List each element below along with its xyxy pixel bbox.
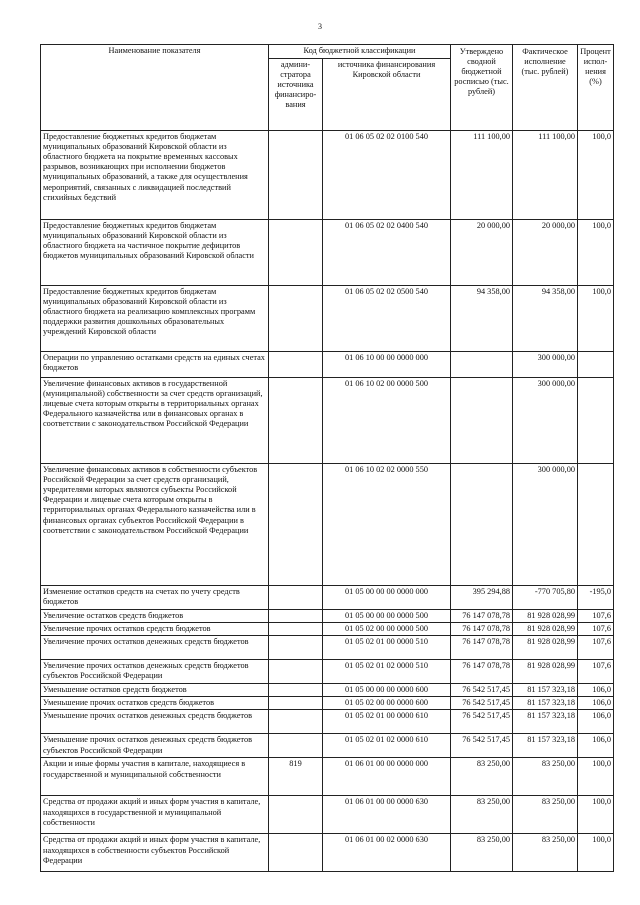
row-admin bbox=[269, 610, 323, 623]
row-actual: 81 928 028,99 bbox=[513, 610, 578, 623]
row-actual: 81 157 323,18 bbox=[513, 697, 578, 710]
row-actual: 94 358,00 bbox=[513, 286, 578, 352]
row-actual: 83 250,00 bbox=[513, 796, 578, 834]
row-name: Предоставление бюджетных кредитов бюджетам муниципальных образований Кировской области из областного бюджета на реализацию комплексных программ поддержки развития дошкольных образовательных учреждений Кировской области bbox=[41, 286, 269, 352]
row-actual: 300 000,00 bbox=[513, 464, 578, 586]
row-code: 01 05 00 00 00 0000 500 bbox=[323, 610, 451, 623]
table-row bbox=[41, 636, 614, 660]
row-name: Увеличение финансовых активов в государственной (муниципальной) собственности за счет средств организаций, лицевые счета которым открыты в территориальных органах Федерального казначейства или в финансовых органах в соответствии с законодательством Российской Федерации bbox=[41, 378, 269, 464]
row-approved: 76 542 517,45 bbox=[451, 684, 513, 697]
row-actual: -770 705,80 bbox=[513, 586, 578, 610]
row-code: 01 05 02 00 00 0000 600 bbox=[323, 697, 451, 710]
row-code: 01 05 02 01 00 0000 510 bbox=[323, 636, 451, 660]
row-code: 01 05 02 01 00 0000 610 bbox=[323, 710, 451, 734]
row-actual: 81 928 028,99 bbox=[513, 636, 578, 660]
row-approved bbox=[451, 464, 513, 586]
row-name: Операции по управлению остатками средств на единых счетах бюджетов bbox=[41, 352, 269, 378]
row-actual: 300 000,00 bbox=[513, 378, 578, 464]
page-number: 3 bbox=[318, 22, 322, 31]
row-percent: 106,0 bbox=[578, 734, 614, 758]
row-admin bbox=[269, 697, 323, 710]
row-percent: 106,0 bbox=[578, 684, 614, 697]
row-code: 01 06 05 02 02 0100 540 bbox=[323, 131, 451, 220]
row-percent: 107,6 bbox=[578, 610, 614, 623]
header-source: источника финансирования Кировской области bbox=[323, 59, 451, 131]
row-actual: 81 157 323,18 bbox=[513, 734, 578, 758]
row-percent: 100,0 bbox=[578, 220, 614, 286]
row-admin bbox=[269, 131, 323, 220]
row-approved: 83 250,00 bbox=[451, 796, 513, 834]
row-name: Уменьшение прочих остатков средств бюджетов bbox=[41, 697, 269, 710]
row-admin bbox=[269, 684, 323, 697]
row-percent: 100,0 bbox=[578, 131, 614, 220]
row-admin: 819 bbox=[269, 758, 323, 796]
row-code: 01 06 01 00 02 0000 630 bbox=[323, 834, 451, 872]
table-row bbox=[41, 734, 614, 758]
row-actual: 81 928 028,99 bbox=[513, 623, 578, 636]
row-approved: 76 147 078,78 bbox=[451, 660, 513, 684]
row-admin bbox=[269, 623, 323, 636]
row-approved bbox=[451, 378, 513, 464]
table-row bbox=[41, 660, 614, 684]
row-name: Уменьшение прочих остатков денежных средств бюджетов субъектов Российской Федерации bbox=[41, 734, 269, 758]
row-code: 01 06 01 00 00 0000 630 bbox=[323, 796, 451, 834]
row-admin bbox=[269, 636, 323, 660]
row-name: Предоставление бюджетных кредитов бюджетам муниципальных образований Кировской области из областного бюджета на покрытие временных кассовых разрывов, возникающих при исполнении бюджетов муниципальных образований, а также для осуществления мероприятий, связанных с ликвидацией последствий стихийных бедствий bbox=[41, 131, 269, 220]
row-approved: 395 294,88 bbox=[451, 586, 513, 610]
row-code: 01 06 05 02 02 0400 540 bbox=[323, 220, 451, 286]
row-approved: 111 100,00 bbox=[451, 131, 513, 220]
table-row bbox=[41, 710, 614, 734]
row-percent bbox=[578, 464, 614, 586]
row-name: Акции и иные формы участия в капитале, находящиеся в государственной и муниципальной собственности bbox=[41, 758, 269, 796]
row-actual: 81 928 028,99 bbox=[513, 660, 578, 684]
row-approved: 20 000,00 bbox=[451, 220, 513, 286]
table-row bbox=[41, 586, 614, 610]
row-code: 01 06 01 00 00 0000 000 bbox=[323, 758, 451, 796]
row-name: Уменьшение остатков средств бюджетов bbox=[41, 684, 269, 697]
table-row bbox=[41, 610, 614, 623]
row-percent: 107,6 bbox=[578, 636, 614, 660]
row-admin bbox=[269, 796, 323, 834]
row-code: 01 05 00 00 00 0000 600 bbox=[323, 684, 451, 697]
row-approved: 94 358,00 bbox=[451, 286, 513, 352]
row-name: Увеличение прочих остатков средств бюджетов bbox=[41, 623, 269, 636]
table-row bbox=[41, 131, 614, 220]
row-admin bbox=[269, 220, 323, 286]
row-actual: 83 250,00 bbox=[513, 758, 578, 796]
row-percent bbox=[578, 378, 614, 464]
row-percent bbox=[578, 352, 614, 378]
row-actual: 111 100,00 bbox=[513, 131, 578, 220]
row-code: 01 05 00 00 00 0000 000 bbox=[323, 586, 451, 610]
row-code: 01 05 02 00 00 0000 500 bbox=[323, 623, 451, 636]
row-admin bbox=[269, 352, 323, 378]
row-percent: 107,6 bbox=[578, 660, 614, 684]
row-admin bbox=[269, 378, 323, 464]
row-code: 01 06 10 00 00 0000 000 bbox=[323, 352, 451, 378]
budget-sources-table bbox=[40, 44, 614, 872]
row-approved: 76 542 517,45 bbox=[451, 710, 513, 734]
header-admin: админи-стратора источника финансиро-вания bbox=[269, 59, 323, 131]
row-code: 01 06 10 02 00 0000 500 bbox=[323, 378, 451, 464]
row-actual: 83 250,00 bbox=[513, 834, 578, 872]
table-row bbox=[41, 464, 614, 586]
row-code: 01 06 05 02 02 0500 540 bbox=[323, 286, 451, 352]
row-admin bbox=[269, 464, 323, 586]
row-admin bbox=[269, 286, 323, 352]
row-approved: 76 147 078,78 bbox=[451, 636, 513, 660]
header-actual: Фактическое исполнение (тыс. рублей) bbox=[513, 45, 578, 131]
row-approved bbox=[451, 352, 513, 378]
header-approved: Утверждено сводной бюджетной росписью (тыс. рублей) bbox=[451, 45, 513, 131]
header-indicator: Наименование показателя bbox=[41, 45, 269, 131]
row-percent: 100,0 bbox=[578, 834, 614, 872]
row-name: Изменение остатков средств на счетах по учету средств бюджетов bbox=[41, 586, 269, 610]
row-percent: 107,6 bbox=[578, 623, 614, 636]
row-code: 01 05 02 01 02 0000 610 bbox=[323, 734, 451, 758]
table-row bbox=[41, 220, 614, 286]
row-admin bbox=[269, 586, 323, 610]
row-percent: 106,0 bbox=[578, 710, 614, 734]
table-row bbox=[41, 796, 614, 834]
table-row bbox=[41, 834, 614, 872]
row-percent: 100,0 bbox=[578, 286, 614, 352]
table-row bbox=[41, 352, 614, 378]
table-row bbox=[41, 286, 614, 352]
row-approved: 76 147 078,78 bbox=[451, 610, 513, 623]
row-admin bbox=[269, 710, 323, 734]
table-row bbox=[41, 697, 614, 710]
row-percent: 106,0 bbox=[578, 697, 614, 710]
row-approved: 76 542 517,45 bbox=[451, 697, 513, 710]
row-name: Средства от продажи акций и иных форм участия в капитале, находящихся в собственности субъектов Российской Федерации bbox=[41, 834, 269, 872]
row-name: Уменьшение прочих остатков денежных средств бюджетов bbox=[41, 710, 269, 734]
table-row bbox=[41, 623, 614, 636]
row-actual: 81 157 323,18 bbox=[513, 710, 578, 734]
table-row bbox=[41, 758, 614, 796]
row-approved: 76 542 517,45 bbox=[451, 734, 513, 758]
row-admin bbox=[269, 734, 323, 758]
row-actual: 20 000,00 bbox=[513, 220, 578, 286]
row-percent: -195,0 bbox=[578, 586, 614, 610]
row-name: Увеличение остатков средств бюджетов bbox=[41, 610, 269, 623]
row-name: Увеличение финансовых активов в собственности субъектов Российской Федерации за счет средств организаций, учредителями которых являются субъекты Российской Федерации и лицевые счета которым открыты в территориальных органах Федерального казначейства или в финансовых органах субъектов Российской Федерации в соответствии с законодательством Российской Федерации bbox=[41, 464, 269, 586]
row-actual: 81 157 323,18 bbox=[513, 684, 578, 697]
row-name: Увеличение прочих остатков денежных средств бюджетов bbox=[41, 636, 269, 660]
row-actual: 300 000,00 bbox=[513, 352, 578, 378]
row-name: Увеличение прочих остатков денежных средств бюджетов субъектов Российской Федерации bbox=[41, 660, 269, 684]
row-code: 01 06 10 02 02 0000 550 bbox=[323, 464, 451, 586]
row-approved: 83 250,00 bbox=[451, 758, 513, 796]
row-percent: 100,0 bbox=[578, 796, 614, 834]
header-percent: Процент испол-нения (%) bbox=[578, 45, 614, 131]
row-name: Средства от продажи акций и иных форм участия в капитале, находящихся в государственной и муниципальной собственности bbox=[41, 796, 269, 834]
row-percent: 100,0 bbox=[578, 758, 614, 796]
table-row bbox=[41, 378, 614, 464]
table-row bbox=[41, 684, 614, 697]
row-name: Предоставление бюджетных кредитов бюджетам муниципальных образований Кировской области из областного бюджета на частичное покрытие дефицитов бюджетов муниципальных образований Кировской области bbox=[41, 220, 269, 286]
row-approved: 76 147 078,78 bbox=[451, 623, 513, 636]
row-approved: 83 250,00 bbox=[451, 834, 513, 872]
row-admin bbox=[269, 660, 323, 684]
row-admin bbox=[269, 834, 323, 872]
header-code-group: Код бюджетной классификации bbox=[269, 45, 451, 59]
row-code: 01 05 02 01 02 0000 510 bbox=[323, 660, 451, 684]
